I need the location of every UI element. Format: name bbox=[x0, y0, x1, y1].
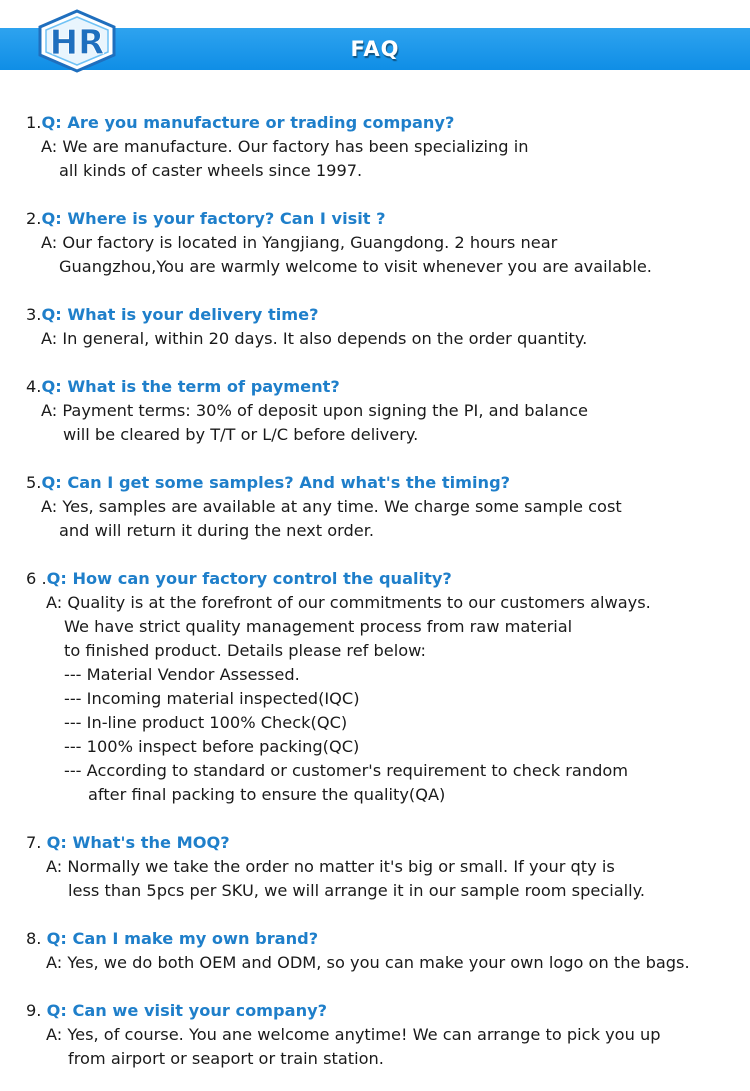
answer-line: A: Our factory is located in Yangjiang, Guangdong. 2 hours near bbox=[41, 233, 558, 252]
question-text: Q: Can I make my own brand? bbox=[46, 929, 319, 948]
answer-line: A: Yes, samples are available at any time. We charge some sample cost bbox=[41, 497, 622, 516]
question-text: Q: What is your delivery time? bbox=[41, 305, 319, 324]
question-line bbox=[26, 999, 327, 1023]
answer-line: --- Incoming material inspected(IQC) bbox=[64, 689, 360, 708]
logo-icon bbox=[36, 9, 118, 73]
question-line bbox=[26, 471, 510, 495]
question-line bbox=[26, 927, 318, 951]
question-line bbox=[26, 567, 452, 591]
question-text: Q: Are you manufacture or trading company? bbox=[41, 113, 455, 132]
question-line bbox=[26, 303, 319, 327]
question-text: Q: What is the term of payment? bbox=[41, 377, 340, 396]
answer-line: after final packing to ensure the quality(QA) bbox=[88, 785, 446, 804]
question-line bbox=[26, 831, 230, 855]
logo-text: HR bbox=[49, 23, 105, 63]
answer-line: A: Quality is at the forefront of our commitments to our customers always. bbox=[46, 593, 651, 612]
question-number: 3. bbox=[26, 305, 42, 324]
question-text: Q: Where is your factory? Can I visit ? bbox=[41, 209, 386, 228]
question-number: 9. bbox=[26, 1001, 47, 1020]
question-line bbox=[26, 207, 386, 231]
answer-line: less than 5pcs per SKU, we will arrange it in our sample room specially. bbox=[68, 881, 646, 900]
question-number: 6 . bbox=[26, 569, 47, 588]
answer-line: A: Yes, we do both OEM and ODM, so you can make your own logo on the bags. bbox=[46, 953, 690, 972]
answer-line: Guangzhou,You are warmly welcome to visit whenever you are available. bbox=[59, 257, 652, 276]
answer-line: A: Normally we take the order no matter it's big or small. If your qty is bbox=[46, 857, 615, 876]
answer-line: and will return it during the next order. bbox=[59, 521, 375, 540]
answer-line: We have strict quality management process from raw material bbox=[64, 617, 573, 636]
question-text: Q: What's the MOQ? bbox=[46, 833, 230, 852]
question-number: 8. bbox=[26, 929, 47, 948]
answer-line: A: Payment terms: 30% of deposit upon signing the PI, and balance bbox=[41, 401, 588, 420]
answer-line: --- 100% inspect before packing(QC) bbox=[64, 737, 360, 756]
question-line bbox=[26, 111, 454, 135]
question-number: 5. bbox=[26, 473, 42, 492]
header bbox=[0, 0, 750, 95]
page-title: FAQ bbox=[350, 37, 400, 61]
question-text: Q: Can we visit your company? bbox=[46, 1001, 328, 1020]
question-number: 1. bbox=[26, 113, 42, 132]
answer-line: A: We are manufacture. Our factory has been specializing in bbox=[41, 137, 529, 156]
answer-line: --- In-line product 100% Check(QC) bbox=[64, 713, 348, 732]
answer-line: will be cleared by T/T or L/C before delivery. bbox=[63, 425, 419, 444]
answer-line: from airport or seaport or train station. bbox=[68, 1049, 384, 1068]
answer-line: to finished product. Details please ref below: bbox=[64, 641, 426, 660]
question-text: Q: How can your factory control the quality? bbox=[46, 569, 452, 588]
question-text: Q: Can I get some samples? And what's the timing? bbox=[41, 473, 511, 492]
answer-line: --- According to standard or customer's requirement to check random bbox=[64, 761, 629, 780]
question-number: 4. bbox=[26, 377, 42, 396]
answer-line: A: In general, within 20 days. It also depends on the order quantity. bbox=[41, 329, 588, 348]
question-line bbox=[26, 375, 340, 399]
answer-line: --- Material Vendor Assessed. bbox=[64, 665, 300, 684]
answer-line: all kinds of caster wheels since 1997. bbox=[59, 161, 363, 180]
question-number: 2. bbox=[26, 209, 42, 228]
answer-line: A: Yes, of course. You ane welcome anytime! We can arrange to pick you up bbox=[46, 1025, 661, 1044]
question-number: 7. bbox=[26, 833, 47, 852]
